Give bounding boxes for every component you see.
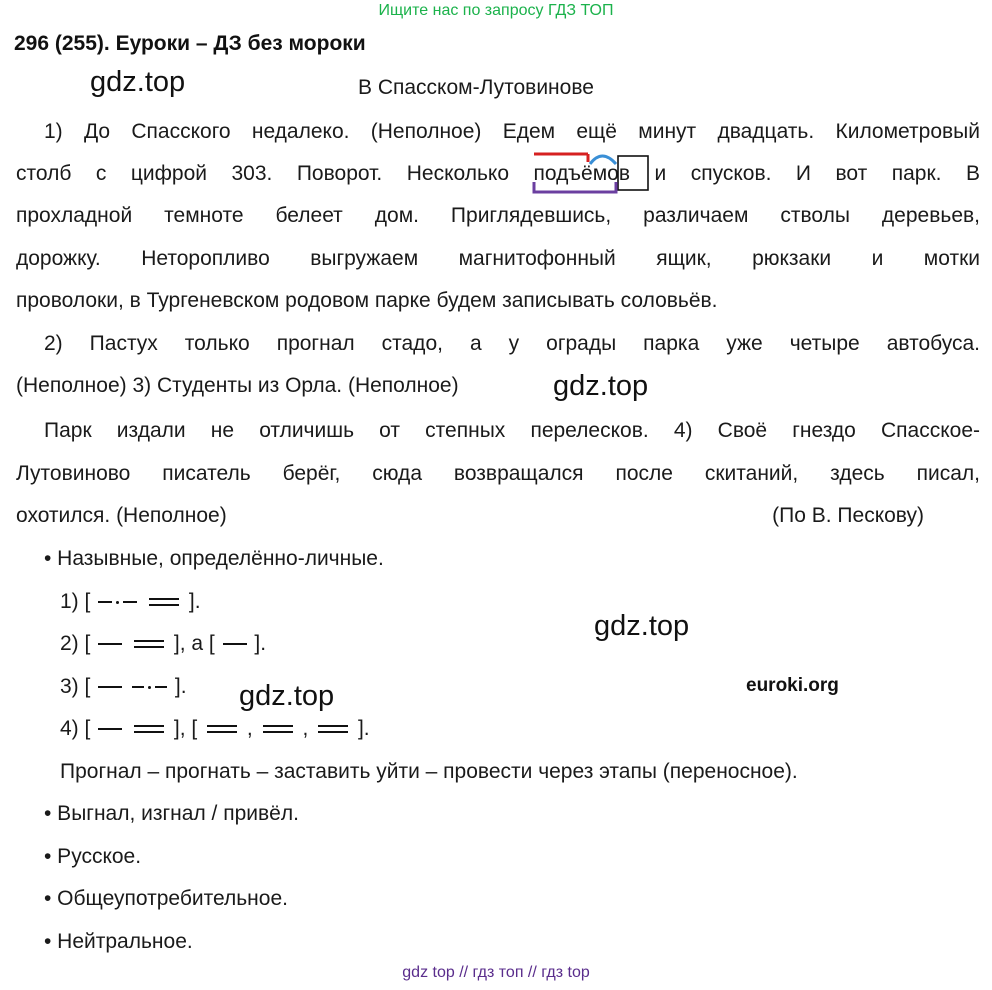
text-line-3: прохладной темноте белеет дом. Приглядевшись, различаем стволы деревьев, [16,204,980,227]
scheme-single-line [98,728,122,730]
scheme-single-line [223,643,247,645]
scheme-dash-dot-line-part [123,601,137,603]
footer-watermark: gdz top // гдз топ // гдз top [402,964,590,981]
text-prognal: Прогнал – прогнать – заставить уйти – провести через этапы (переносное). [60,760,798,783]
scheme-comma: , [246,717,253,740]
text-line-9: Лутовиново писатель берёг, сюда возвращался после скитаний, здесь писал, [16,462,980,485]
scheme-dash-dot-line-part [98,601,112,603]
scheme-4-close: ]. [357,717,370,740]
ending-box-mark [618,156,648,190]
text-line-10-text: охотился. (Неполное) [16,504,227,527]
scheme-1 [60,588,201,616]
scheme-2 [60,630,266,658]
bullet-origin: • Русское. [44,845,142,868]
text-line-7: (Неполное) 3) Студенты из Орла. (Неполное) [16,374,459,397]
author-attribution: (По В. Пескову) [772,504,924,527]
scheme-double-line [149,598,179,606]
scheme-2-mid: ], а [ [173,632,215,655]
scheme-2-open: 2) [ [60,632,91,655]
bullet-synonyms: • Выгнал, изгнал / привёл. [44,802,299,825]
scheme-4-mid: ], [ [173,717,198,740]
scheme-dash-dot-line-part [132,686,144,688]
scheme-2-close: ]. [254,632,267,655]
scheme-comma: , [302,717,309,740]
text-line-2 [16,160,980,188]
top-banner: Ищите нас по запросу ГДЗ ТОП [378,2,614,19]
scheme-4-open: 4) [ [60,717,91,740]
scheme-single-line [98,686,122,688]
scheme-1-close: ]. [188,590,201,613]
bullet-usage: • Общеупотребительное. [44,887,288,910]
text-line-2b: и спусков. И вот парк. В [654,162,980,185]
text-line-6: 2) Пастух только прогнал стадо, а у ограды парка уже четыре автобуса. [44,332,980,355]
scheme-1-open: 1) [ [60,590,91,613]
scheme-3-open: 3) [ [60,675,91,698]
watermark-1: gdz.top [90,66,186,98]
parsed-word-text: подъёмов [533,162,630,185]
scheme-double-line [263,725,293,733]
scheme-double-line [318,725,348,733]
morpheme-marks [530,150,652,198]
bullet-style: • Нейтральное. [44,930,193,953]
watermark-2: gdz.top [553,370,649,402]
text-line-1: 1) До Спасского недалеко. (Неполное) Едем ещё минут двадцать. Километровый [44,120,980,143]
text-line-2a: столб с цифрой 303. Поворот. Несколько [16,162,510,185]
text-line-10 [16,502,980,530]
euroki-watermark: euroki.org [746,675,839,696]
scheme-double-line [134,640,164,648]
text-subtitle: В Спасском-Лутовинове [358,76,594,99]
scheme-double-line [134,725,164,733]
scheme-single-line [98,643,122,645]
scheme-3 [60,673,187,701]
page-title: 296 (255). Еуроки – ДЗ без мороки [14,32,366,55]
root-arc-mark [590,156,616,164]
text-line-8: Парк издали не отличишь от степных перелесков. 4) Своё гнездо Спасское- [44,419,980,442]
bullet-sentence-types: • Назывные, определённо-личные. [44,547,384,570]
scheme-3-close: ]. [174,675,187,698]
text-line-5: проволоки, в Тургеневском родовом парке будем записывать соловьёв. [16,289,718,312]
scheme-dot [148,686,151,689]
watermark-4: gdz.top [239,680,335,712]
text-line-4: дорожку. Неторопливо выгружаем магнитофонный ящик, рюкзаки и мотки [16,247,980,270]
watermark-3: gdz.top [594,610,690,642]
base-mark [534,182,616,192]
morpheme-parsed-word [534,160,630,188]
scheme-dash-dot-line-part [155,686,167,688]
scheme-dot [116,601,119,604]
scheme-double-line [207,725,237,733]
scheme-4 [60,715,370,743]
